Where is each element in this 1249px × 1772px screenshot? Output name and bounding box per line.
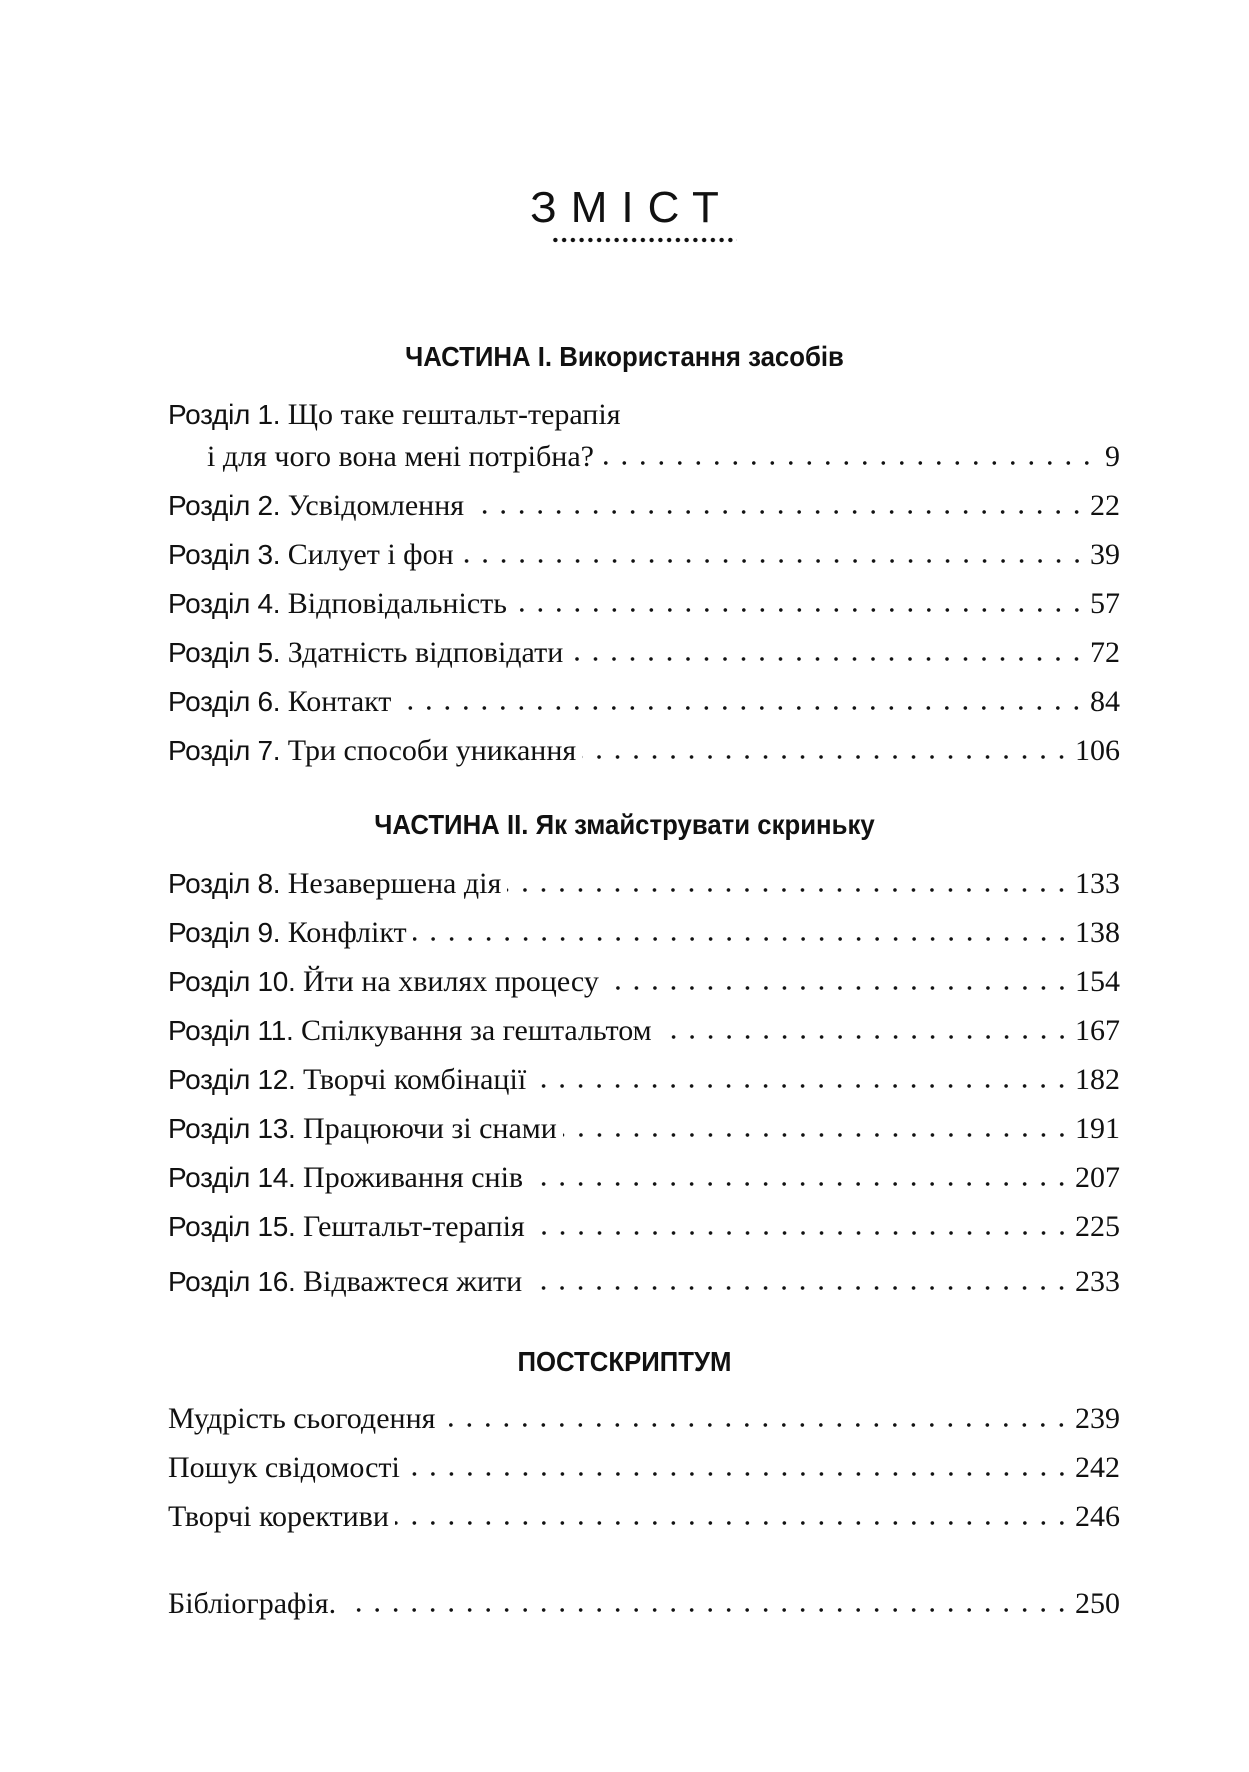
- chapter-prefix: Розділ 9.: [168, 917, 281, 948]
- dot-leader: [513, 605, 1086, 615]
- toc-entry-postscript-1[interactable]: [168, 1399, 1120, 1439]
- chapter-prefix: Розділ 15.: [168, 1211, 296, 1242]
- page-number: 225: [1075, 1210, 1120, 1243]
- postscript-heading: ПОСТСКРИПТУМ: [517, 1346, 732, 1377]
- toc-entry-chapter-16[interactable]: [168, 1262, 1120, 1302]
- chapter-title: Відповідальність: [287, 587, 507, 620]
- page-number: 239: [1075, 1402, 1120, 1435]
- chapter-title-cont: і для чого вона мені потрібна?: [207, 440, 594, 473]
- page-number: 72: [1090, 636, 1120, 669]
- toc-entry-chapter-13[interactable]: [168, 1109, 1120, 1149]
- dot-leader: [582, 752, 1071, 762]
- title-dotted-underline: [551, 237, 737, 243]
- chapter-title: Силует і фон: [287, 538, 454, 571]
- chapter-title: Творчі комбінації: [303, 1063, 527, 1096]
- dot-leader: [532, 1081, 1071, 1091]
- chapter-title: Йти на хвилях процесу: [303, 965, 599, 998]
- chapter-title: Усвідомлення: [287, 489, 465, 522]
- page-number: 242: [1075, 1451, 1120, 1484]
- chapter-prefix: Розділ 5.: [168, 637, 281, 668]
- page-title: ЗМІСТ: [530, 183, 733, 232]
- toc-entry-chapter-10[interactable]: [168, 962, 1120, 1002]
- chapter-title: Три способи уникання: [287, 734, 577, 767]
- page-number: 167: [1075, 1014, 1120, 1047]
- entry-title: Пошук свідомості: [168, 1451, 400, 1484]
- chapter-prefix: Розділ 11.: [168, 1015, 294, 1046]
- page-number: 84: [1090, 685, 1120, 718]
- page-number: 138: [1075, 916, 1120, 949]
- dot-leader: [406, 1469, 1071, 1479]
- chapter-prefix: Розділ 7.: [168, 735, 281, 766]
- chapter-prefix: Розділ 1.: [168, 399, 281, 430]
- page-number: 9: [1105, 440, 1120, 473]
- dot-leader: [529, 1179, 1071, 1189]
- entry-title: Творчі корективи: [168, 1500, 389, 1533]
- chapter-title: Незавершена дія: [287, 867, 502, 900]
- chapter-title: Проживання снів: [303, 1161, 524, 1194]
- chapter-prefix: Розділ 2.: [168, 490, 281, 521]
- chapter-title: Відважтеся жити: [303, 1265, 523, 1298]
- toc-entry-chapter-1-cont[interactable]: [207, 437, 1120, 477]
- part-2-heading: ЧАСТИНА II. Як змайструвати скриньку: [374, 809, 875, 840]
- entry-title: Мудрість сьогодення: [168, 1402, 436, 1435]
- toc-entry-chapter-9[interactable]: [168, 913, 1120, 953]
- toc-entry-chapter-15[interactable]: [168, 1207, 1120, 1247]
- toc-entry-chapter-5[interactable]: [168, 633, 1120, 673]
- page-number: 191: [1075, 1112, 1120, 1145]
- chapter-prefix: Розділ 12.: [168, 1064, 296, 1095]
- chapter-title: Здатність відповідати: [287, 636, 564, 669]
- chapter-title: Працюючи зі снами: [303, 1112, 557, 1145]
- dot-leader: [413, 934, 1071, 944]
- chapter-prefix: Розділ 10.: [168, 966, 296, 997]
- toc-entry-chapter-8[interactable]: [168, 864, 1120, 904]
- toc-entry-chapter-3[interactable]: [168, 535, 1120, 575]
- dot-leader: [605, 983, 1071, 993]
- page-number: 250: [1075, 1587, 1120, 1620]
- page-number: 106: [1075, 734, 1120, 767]
- page-number: 154: [1075, 965, 1120, 998]
- dot-leader: [470, 507, 1086, 517]
- toc-entry-chapter-6[interactable]: [168, 682, 1120, 722]
- chapter-title: Конфлікт: [287, 916, 407, 949]
- dot-leader: [507, 885, 1071, 895]
- toc-entry-chapter-1[interactable]: [168, 395, 1120, 435]
- dot-leader: [569, 654, 1086, 664]
- dot-leader: [397, 703, 1086, 713]
- toc-entry-chapter-7[interactable]: [168, 731, 1120, 771]
- dot-leader: [460, 556, 1086, 566]
- toc-entry-chapter-2[interactable]: [168, 486, 1120, 526]
- dot-leader: [528, 1283, 1071, 1293]
- chapter-prefix: Розділ 14.: [168, 1162, 296, 1193]
- dot-leader: [395, 1518, 1071, 1528]
- chapter-prefix: Розділ 8.: [168, 868, 281, 899]
- chapter-prefix: Розділ 16.: [168, 1266, 296, 1297]
- chapter-prefix: Розділ 3.: [168, 539, 281, 570]
- chapter-title: Контакт: [287, 685, 392, 718]
- dot-leader: [658, 1032, 1071, 1042]
- dot-leader: [563, 1130, 1071, 1140]
- toc-entry-chapter-14[interactable]: [168, 1158, 1120, 1198]
- toc-entry-chapter-4[interactable]: [168, 584, 1120, 624]
- chapter-prefix: Розділ 13.: [168, 1113, 296, 1144]
- dot-leader: [531, 1228, 1071, 1238]
- toc-entry-bibliography[interactable]: [168, 1584, 1120, 1624]
- page-number: 207: [1075, 1161, 1120, 1194]
- page-number: 133: [1075, 867, 1120, 900]
- dot-leader: [342, 1605, 1071, 1615]
- dot-leader: [600, 458, 1096, 468]
- page-number: 57: [1090, 587, 1120, 620]
- part-1-heading: ЧАСТИНА I. Використання засобів: [405, 341, 844, 372]
- page-number: 246: [1075, 1500, 1120, 1533]
- page-number: 182: [1075, 1063, 1120, 1096]
- page-number: 39: [1090, 538, 1120, 571]
- chapter-title: Спілкування за гештальтом: [300, 1014, 652, 1047]
- chapter-prefix: Розділ 4.: [168, 588, 281, 619]
- toc-entry-postscript-3[interactable]: [168, 1497, 1120, 1537]
- chapter-prefix: Розділ 6.: [168, 686, 281, 717]
- dot-leader: [441, 1420, 1071, 1430]
- toc-entry-chapter-11[interactable]: [168, 1011, 1120, 1051]
- toc-entry-chapter-12[interactable]: [168, 1060, 1120, 1100]
- chapter-title: Що таке гештальт-терапія: [287, 398, 621, 431]
- entry-title: Бібліографія.: [168, 1587, 337, 1620]
- chapter-title: Гештальт-терапія: [303, 1210, 525, 1243]
- page-number: 22: [1090, 489, 1120, 522]
- toc-entry-postscript-2[interactable]: [168, 1448, 1120, 1488]
- page-number: 233: [1075, 1265, 1120, 1298]
